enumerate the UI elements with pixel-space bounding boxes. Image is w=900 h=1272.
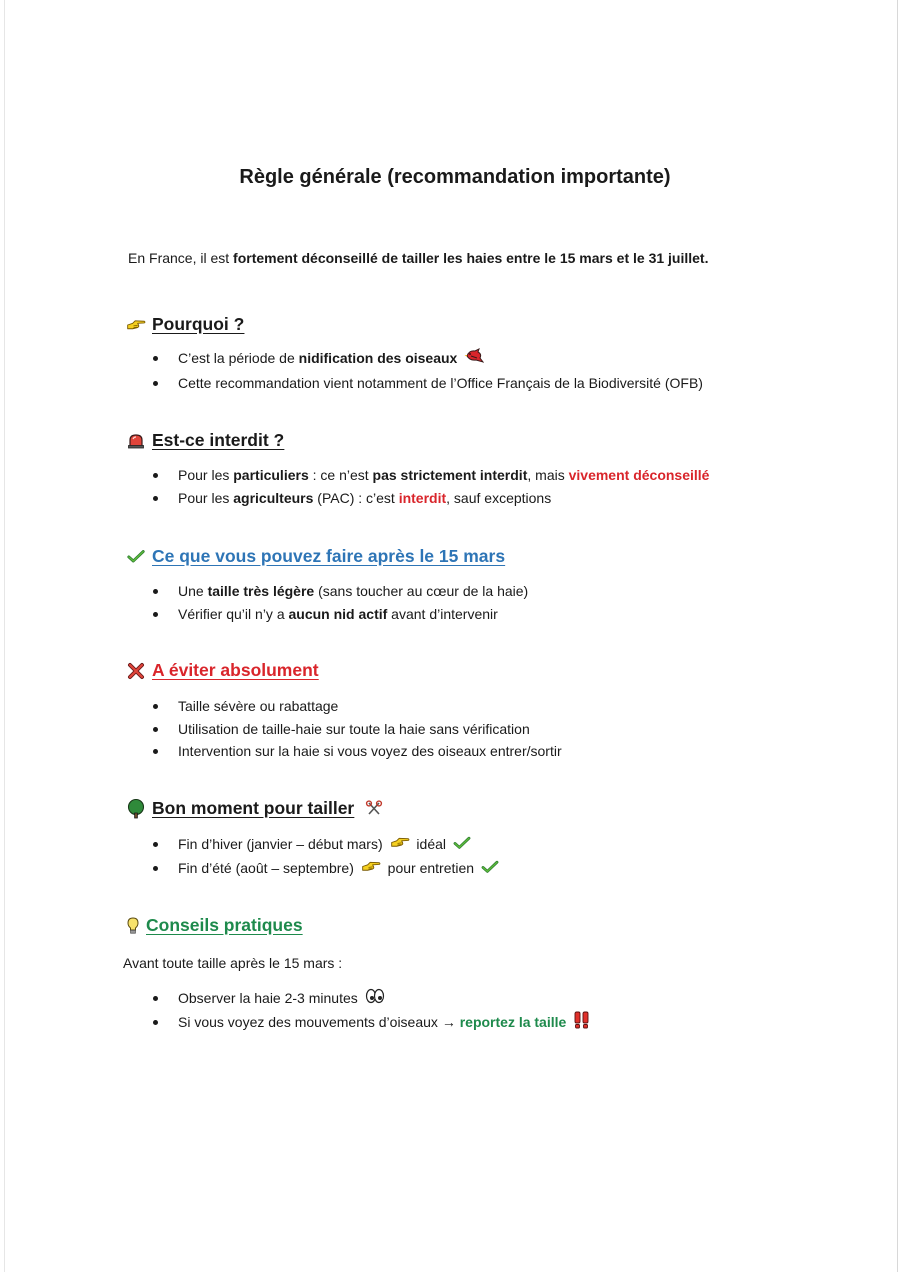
check-icon: [126, 547, 146, 567]
heading-text: Ce que vous pouvez faire après le 15 mars: [152, 546, 506, 566]
section-heading: [126, 915, 303, 936]
conseils-list-wrap: [126, 987, 594, 1035]
bullet-list: [126, 695, 562, 763]
list-item: [126, 833, 502, 857]
list-item: [126, 718, 562, 741]
list-item: [126, 603, 528, 626]
item-text: , sauf exceptions: [446, 489, 552, 506]
pointing-hand-icon: [390, 834, 410, 857]
section-heading: [126, 798, 502, 819]
section-apres: [126, 546, 528, 625]
item-text: Pour les: [178, 489, 234, 506]
section-heading: [126, 660, 562, 681]
bullet-list: [126, 833, 502, 880]
item-text: : ce n’est: [308, 467, 373, 483]
section-heading: [126, 430, 709, 451]
section-heading: [126, 314, 703, 335]
item-text: Vérifier qu’il n’y a: [178, 605, 289, 622]
list-item: [126, 695, 562, 718]
bullet-list: [126, 580, 528, 625]
item-text: Fin d’été (août – septembre): [178, 859, 354, 876]
item-text: idéal: [416, 836, 447, 852]
item-bold: particuliers: [233, 467, 309, 483]
item-bold: pas strictement interdit: [372, 467, 528, 483]
item-bold: nidification des oiseaux: [298, 350, 458, 366]
heading-text: Est-ce interdit ?: [152, 430, 285, 450]
item-text: pour entretien: [387, 859, 475, 876]
check-icon: [481, 858, 499, 881]
list-item: [126, 740, 562, 763]
section-moment: [126, 798, 502, 880]
item-text: C’est la période de: [178, 350, 299, 366]
conseils-lead: Avant toute taille après le 15 mars :: [123, 955, 343, 971]
item-bold: taille très légère: [207, 583, 315, 599]
bullet-list: [126, 987, 594, 1035]
list-item: [126, 372, 703, 395]
item-text: , mais: [527, 467, 569, 483]
scissors-icon: [364, 799, 384, 819]
item-text: Intervention sur la haie si vous voyez des oiseaux entrer/sortir: [178, 743, 562, 759]
tree-icon: [126, 799, 146, 819]
check-icon: [453, 834, 471, 857]
section-heading: [126, 546, 528, 567]
heading-text: Bon moment pour tailler: [152, 798, 355, 818]
lightbulb-icon: [126, 916, 140, 936]
item-text: (PAC) : c’est: [313, 489, 399, 506]
list-item: [126, 857, 502, 881]
heading-text: Pourquoi ?: [152, 314, 245, 334]
list-item: [126, 464, 709, 487]
list-item: [126, 987, 594, 1011]
list-item: [126, 1011, 594, 1036]
section-conseils: [126, 915, 303, 936]
page-edge: [4, 0, 5, 1272]
bird-icon: [464, 347, 484, 372]
intro-prefix: En France, il est: [128, 250, 234, 266]
section-interdit: [126, 430, 709, 509]
bullet-list: [126, 347, 703, 394]
bullet-list: [126, 464, 709, 509]
item-text: (sans toucher au cœur de la haie): [314, 583, 529, 599]
item-text: Si vous voyez des mouvements d’oiseaux: [178, 1013, 438, 1030]
item-highlight: vivement déconseillé: [568, 467, 710, 483]
arrow-glyph: →: [441, 1013, 456, 1030]
item-text: Utilisation de taille-haie sur toute la haie sans vérification: [178, 720, 530, 737]
heading-text: Conseils pratiques: [146, 915, 303, 935]
item-text: avant d’intervenir: [387, 605, 498, 622]
cross-icon: [126, 661, 146, 681]
page-edge: [897, 0, 898, 1272]
intro-bold: fortement déconseillé de tailler les haies entre le 15 mars et le 31 juillet.: [233, 250, 709, 266]
item-text: Une: [178, 583, 208, 599]
item-text: Fin d’hiver (janvier – début mars): [178, 836, 383, 852]
item-text: Observer la haie 2-3 minutes: [178, 990, 358, 1006]
pointing-hand-icon: [361, 858, 381, 881]
siren-icon: [126, 431, 146, 451]
page-title: Règle générale (recommandation importante): [239, 166, 671, 188]
pointing-hand-icon: [126, 315, 146, 335]
item-text: Pour les: [178, 467, 234, 483]
list-item: [126, 580, 528, 603]
double-exclamation-icon: [573, 1011, 591, 1036]
item-bold: aucun nid actif: [288, 605, 388, 622]
section-pourquoi: [126, 314, 703, 394]
eyes-icon: [365, 988, 385, 1011]
item-text: Cette recommandation vient notamment de l’Office Français de la Biodiversité (OFB): [178, 374, 703, 391]
heading-text: A éviter absolument: [152, 660, 319, 680]
item-bold: agriculteurs: [233, 489, 314, 506]
item-text: Taille sévère ou rabattage: [178, 698, 339, 714]
section-eviter: [126, 660, 562, 763]
item-highlight: interdit: [398, 489, 447, 506]
item-highlight: reportez la taille: [459, 1013, 567, 1030]
intro-paragraph: [128, 250, 708, 266]
list-item: [126, 487, 709, 510]
list-item: [126, 347, 703, 372]
